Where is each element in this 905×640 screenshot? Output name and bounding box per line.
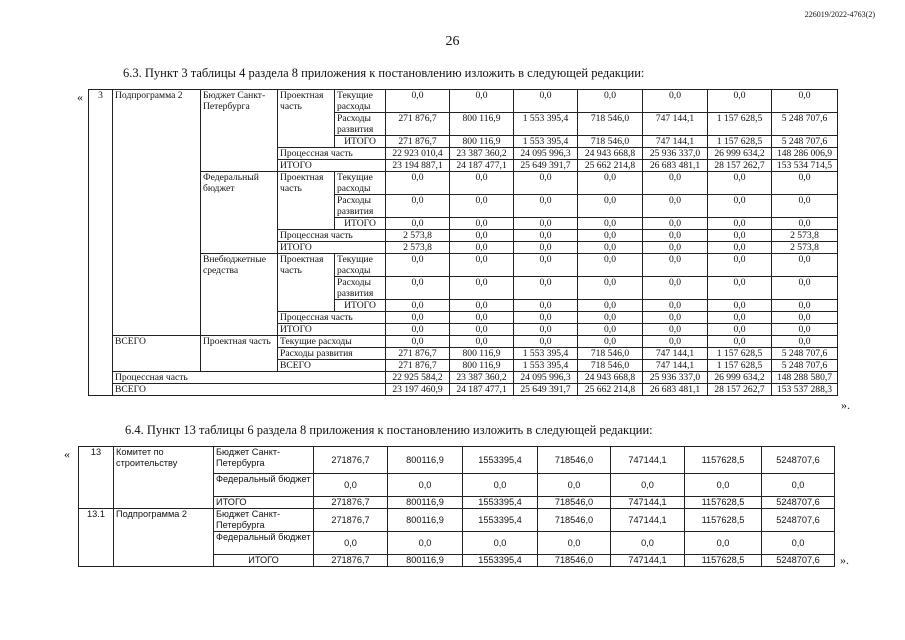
federal-budget-dev-value-cell: 0,0 bbox=[772, 195, 838, 218]
all-total-value-cell: 25 649 391,7 bbox=[514, 384, 578, 396]
spb-budget-total-value-cell: 24 187 477,1 bbox=[450, 160, 514, 172]
committee-spb-value-cell: 271876,7 bbox=[314, 447, 388, 474]
table-6-3 bbox=[88, 89, 838, 396]
spb-budget-current-value-cell: 0,0 bbox=[772, 90, 838, 113]
extrabudget-itogo-value-cell: 0,0 bbox=[514, 300, 578, 312]
spb-budget-dev-value-cell: 1 553 395,4 bbox=[514, 113, 578, 136]
all-current-value-cell: 0,0 bbox=[643, 336, 708, 348]
extrabudget-current-value-cell: 0,0 bbox=[514, 254, 578, 277]
committee-fed-value-cell: 0,0 bbox=[685, 474, 762, 497]
committee-spb-value-cell: 800116,9 bbox=[388, 447, 463, 474]
committee-itogo-value-cell: 1553395,4 bbox=[463, 497, 538, 509]
extrabudget-itogo-value-cell: 0,0 bbox=[772, 300, 838, 312]
spb-budget-itogo-value-cell: 718 546,0 bbox=[578, 136, 643, 148]
all-dev-value-cell: 271 876,7 bbox=[386, 348, 450, 360]
all-sum-value-cell: 1 157 628,5 bbox=[708, 360, 772, 372]
federal-budget-dev-value-cell: 0,0 bbox=[708, 195, 772, 218]
subprogram-spb-value-cell: 1157628,5 bbox=[685, 509, 762, 532]
federal-budget-total-value-cell: 0,0 bbox=[450, 242, 514, 254]
close-quote-1: ». bbox=[841, 398, 850, 412]
all-process-value-cell: 148 288 580,7 bbox=[772, 372, 838, 384]
extrabudget-total-value-cell: 0,0 bbox=[450, 324, 514, 336]
spb-budget-current-value-cell: 0,0 bbox=[386, 90, 450, 113]
project-part-label-cell: Проектная часть bbox=[278, 254, 335, 312]
all-process-value-cell: 22 925 584,2 bbox=[386, 372, 450, 384]
extrabudget-itogo-value-cell: 0,0 bbox=[450, 300, 514, 312]
grand-total-label-cell: ВСЕГО bbox=[113, 336, 201, 372]
process-part-label-cell: Процессная часть bbox=[113, 372, 386, 384]
total-label-cell: ВСЕГО bbox=[278, 360, 386, 372]
spb-budget-current-value-cell: 0,0 bbox=[450, 90, 514, 113]
spb-budget-total-value-cell: 23 194 887,1 bbox=[386, 160, 450, 172]
federal-budget-total-value-cell: 0,0 bbox=[708, 242, 772, 254]
federal-budget-current-value-cell: 0,0 bbox=[643, 172, 708, 195]
spb-budget-total-value-cell: 25 662 214,8 bbox=[578, 160, 643, 172]
itogo-label-cell: ИТОГО bbox=[335, 300, 386, 312]
committee-spb-value-cell: 1157628,5 bbox=[685, 447, 762, 474]
subprogram-spb-value-cell: 1553395,4 bbox=[463, 509, 538, 532]
subprogram-name-cell: Подпрограмма 2 bbox=[114, 509, 214, 567]
federal-budget-process-value-cell: 0,0 bbox=[514, 230, 578, 242]
spb-budget-process-value-cell: 24 095 996,3 bbox=[514, 148, 578, 160]
spb-budget-current-row bbox=[89, 90, 838, 113]
all-dev-value-cell: 5 248 707,6 bbox=[772, 348, 838, 360]
federal-budget-process-value-cell: 2 573,8 bbox=[386, 230, 450, 242]
federal-budget-current-value-cell: 0,0 bbox=[772, 172, 838, 195]
development-expenses-label-cell: Расходы развития bbox=[335, 277, 386, 300]
table-6-4 bbox=[78, 446, 835, 567]
open-quote-2: « bbox=[64, 447, 70, 461]
subprogram-itogo-value-cell: 1157628,5 bbox=[685, 555, 762, 567]
development-expenses-label-cell: Расходы развития bbox=[335, 113, 386, 136]
committee-spb-value-cell: 747144,1 bbox=[611, 447, 685, 474]
subprogram-itogo-value-cell: 271876,7 bbox=[314, 555, 388, 567]
extrabudget-current-value-cell: 0,0 bbox=[578, 254, 643, 277]
subprogram-fed-value-cell: 0,0 bbox=[314, 532, 388, 555]
program-name-cell: Подпрограмма 2 bbox=[113, 90, 201, 336]
all-total-value-cell: 153 537 288,3 bbox=[772, 384, 838, 396]
extrabudget-process-value-cell: 0,0 bbox=[450, 312, 514, 324]
process-part-label-cell: Процессная часть bbox=[278, 230, 386, 242]
extrabudget-itogo-value-cell: 0,0 bbox=[643, 300, 708, 312]
committee-spb-value-cell: 718546,0 bbox=[538, 447, 611, 474]
itogo-label-cell: ИТОГО bbox=[335, 218, 386, 230]
committee-fed-value-cell: 0,0 bbox=[611, 474, 685, 497]
all-process-value-cell: 23 387 360,2 bbox=[450, 372, 514, 384]
federal-budget-total-value-cell: 0,0 bbox=[578, 242, 643, 254]
spb-budget-process-value-cell: 25 936 337,0 bbox=[643, 148, 708, 160]
subprogram-spb-value-cell: 800116,9 bbox=[388, 509, 463, 532]
subprogram-fed-value-cell: 0,0 bbox=[388, 532, 463, 555]
spb-budget-process-value-cell: 24 943 668,8 bbox=[578, 148, 643, 160]
subprogram-fed-value-cell: 0,0 bbox=[685, 532, 762, 555]
subprogram-spb-value-cell: 718546,0 bbox=[538, 509, 611, 532]
federal-budget-current-row bbox=[89, 172, 838, 195]
federal-budget-dev-value-cell: 0,0 bbox=[643, 195, 708, 218]
extrabudget-itogo-value-cell: 0,0 bbox=[578, 300, 643, 312]
all-dev-value-cell: 800 116,9 bbox=[450, 348, 514, 360]
all-process-value-cell: 24 095 996,3 bbox=[514, 372, 578, 384]
all-process-value-cell: 25 936 337,0 bbox=[643, 372, 708, 384]
spb-budget-dev-value-cell: 1 157 628,5 bbox=[708, 113, 772, 136]
committee-itogo-value-cell: 800116,9 bbox=[388, 497, 463, 509]
extrabudget-process-value-cell: 0,0 bbox=[578, 312, 643, 324]
all-current-value-cell: 0,0 bbox=[772, 336, 838, 348]
spb-budget-dev-value-cell: 718 546,0 bbox=[578, 113, 643, 136]
subprogram-itogo-value-cell: 1553395,4 bbox=[463, 555, 538, 567]
extrabudget-total-value-cell: 0,0 bbox=[643, 324, 708, 336]
federal-budget-itogo-value-cell: 0,0 bbox=[772, 218, 838, 230]
all-process-row bbox=[89, 372, 838, 384]
federal-budget-process-value-cell: 0,0 bbox=[708, 230, 772, 242]
federal-budget-label-cell: Федеральный бюджет bbox=[214, 474, 314, 497]
spb-budget-itogo-value-cell: 271 876,7 bbox=[386, 136, 450, 148]
federal-budget-label-cell: Федеральный бюджет bbox=[214, 532, 314, 555]
federal-budget-process-value-cell: 0,0 bbox=[578, 230, 643, 242]
subprogram-fed-value-cell: 0,0 bbox=[538, 532, 611, 555]
all-total-value-cell: 26 683 481,1 bbox=[643, 384, 708, 396]
all-current-value-cell: 0,0 bbox=[386, 336, 450, 348]
extrabudget-total-value-cell: 0,0 bbox=[514, 324, 578, 336]
federal-budget-dev-value-cell: 0,0 bbox=[578, 195, 643, 218]
subprogram-spb-row bbox=[79, 509, 835, 532]
extrabudget-dev-value-cell: 0,0 bbox=[514, 277, 578, 300]
all-current-value-cell: 0,0 bbox=[514, 336, 578, 348]
spb-budget-process-value-cell: 23 387 360,2 bbox=[450, 148, 514, 160]
committee-fed-value-cell: 0,0 bbox=[538, 474, 611, 497]
extrabudget-total-value-cell: 0,0 bbox=[772, 324, 838, 336]
federal-budget-current-value-cell: 0,0 bbox=[514, 172, 578, 195]
row-number-cell: 13 bbox=[79, 447, 114, 509]
spb-budget-itogo-value-cell: 1 157 628,5 bbox=[708, 136, 772, 148]
all-dev-value-cell: 1 553 395,4 bbox=[514, 348, 578, 360]
federal-budget-total-value-cell: 0,0 bbox=[514, 242, 578, 254]
spb-budget-current-value-cell: 0,0 bbox=[578, 90, 643, 113]
spb-budget-process-value-cell: 26 999 634,2 bbox=[708, 148, 772, 160]
project-part-label-cell: Проектная часть bbox=[201, 336, 278, 372]
committee-name-cell: Комитет по строительству bbox=[114, 447, 214, 509]
subprogram-fed-value-cell: 0,0 bbox=[762, 532, 835, 555]
committee-itogo-value-cell: 1157628,5 bbox=[685, 497, 762, 509]
federal-budget-process-value-cell: 2 573,8 bbox=[772, 230, 838, 242]
open-quote-1: « bbox=[77, 90, 83, 104]
row-number-cell: 3 bbox=[89, 90, 113, 396]
itogo-label-cell: ИТОГО bbox=[278, 324, 386, 336]
federal-budget-process-value-cell: 0,0 bbox=[643, 230, 708, 242]
federal-budget-current-value-cell: 0,0 bbox=[578, 172, 643, 195]
all-sum-value-cell: 1 553 395,4 bbox=[514, 360, 578, 372]
spb-budget-itogo-value-cell: 5 248 707,6 bbox=[772, 136, 838, 148]
extrabudget-current-value-cell: 0,0 bbox=[386, 254, 450, 277]
all-sum-value-cell: 271 876,7 bbox=[386, 360, 450, 372]
federal-budget-dev-value-cell: 0,0 bbox=[386, 195, 450, 218]
row-number-cell: 13.1 bbox=[79, 509, 114, 567]
federal-budget-process-value-cell: 0,0 bbox=[450, 230, 514, 242]
spb-budget-itogo-value-cell: 747 144,1 bbox=[643, 136, 708, 148]
all-process-value-cell: 24 943 668,8 bbox=[578, 372, 643, 384]
project-part-label-cell: Проектная часть bbox=[278, 172, 335, 230]
federal-budget-current-value-cell: 0,0 bbox=[708, 172, 772, 195]
all-process-value-cell: 26 999 634,2 bbox=[708, 372, 772, 384]
spb-budget-label-cell: Бюджет Санкт-Петербурга bbox=[201, 90, 278, 172]
extrabudget-total-value-cell: 0,0 bbox=[578, 324, 643, 336]
development-expenses-label-cell: Расходы развития bbox=[335, 195, 386, 218]
spb-budget-total-value-cell: 28 157 262,7 bbox=[708, 160, 772, 172]
extrabudget-dev-value-cell: 0,0 bbox=[708, 277, 772, 300]
federal-budget-total-value-cell: 0,0 bbox=[643, 242, 708, 254]
extrabudget-dev-value-cell: 0,0 bbox=[450, 277, 514, 300]
extrabudget-total-value-cell: 0,0 bbox=[708, 324, 772, 336]
committee-fed-value-cell: 0,0 bbox=[314, 474, 388, 497]
grand-total-label-cell: ВСЕГО bbox=[113, 384, 386, 396]
extrabudget-current-row bbox=[89, 254, 838, 277]
federal-budget-itogo-value-cell: 0,0 bbox=[643, 218, 708, 230]
committee-itogo-value-cell: 747144,1 bbox=[611, 497, 685, 509]
extrabudget-dev-value-cell: 0,0 bbox=[772, 277, 838, 300]
all-current-value-cell: 0,0 bbox=[578, 336, 643, 348]
spb-budget-total-value-cell: 26 683 481,1 bbox=[643, 160, 708, 172]
itogo-label-cell: ИТОГО bbox=[214, 497, 314, 509]
spb-budget-process-value-cell: 148 286 006,9 bbox=[772, 148, 838, 160]
all-sum-value-cell: 747 144,1 bbox=[643, 360, 708, 372]
current-expenses-label-cell: Текущие расходы bbox=[335, 90, 386, 113]
extrabudget-current-value-cell: 0,0 bbox=[450, 254, 514, 277]
committee-spb-value-cell: 1553395,4 bbox=[463, 447, 538, 474]
extrabudget-current-value-cell: 0,0 bbox=[643, 254, 708, 277]
extrabudget-itogo-value-cell: 0,0 bbox=[386, 300, 450, 312]
extrabudget-label-cell: Внебюджетные средства bbox=[201, 254, 278, 336]
itogo-label-cell: ИТОГО bbox=[335, 136, 386, 148]
spb-budget-label-cell: Бюджет Санкт-Петербурга bbox=[214, 447, 314, 474]
spb-budget-current-value-cell: 0,0 bbox=[514, 90, 578, 113]
extrabudget-process-value-cell: 0,0 bbox=[708, 312, 772, 324]
federal-budget-dev-value-cell: 0,0 bbox=[450, 195, 514, 218]
page-number: 26 bbox=[445, 34, 460, 49]
all-sum-value-cell: 800 116,9 bbox=[450, 360, 514, 372]
process-part-label-cell: Процессная часть bbox=[278, 148, 386, 160]
spb-budget-dev-value-cell: 747 144,1 bbox=[643, 113, 708, 136]
committee-itogo-value-cell: 271876,7 bbox=[314, 497, 388, 509]
document-registration-number: 226019/2022-4763(2) bbox=[804, 10, 875, 19]
spb-budget-dev-value-cell: 271 876,7 bbox=[386, 113, 450, 136]
section-6-4-heading: 6.4. Пункт 13 таблицы 6 раздела 8 приложения к постановлению изложить в следующей редакции: bbox=[125, 423, 653, 437]
committee-fed-value-cell: 0,0 bbox=[463, 474, 538, 497]
committee-itogo-value-cell: 718546,0 bbox=[538, 497, 611, 509]
spb-budget-total-value-cell: 153 534 714,5 bbox=[772, 160, 838, 172]
subprogram-spb-value-cell: 5248707,6 bbox=[762, 509, 835, 532]
spb-budget-label-cell: Бюджет Санкт-Петербурга bbox=[214, 509, 314, 532]
all-current-value-cell: 0,0 bbox=[708, 336, 772, 348]
spb-budget-current-value-cell: 0,0 bbox=[643, 90, 708, 113]
all-total-value-cell: 25 662 214,8 bbox=[578, 384, 643, 396]
all-sum-value-cell: 718 546,0 bbox=[578, 360, 643, 372]
committee-fed-value-cell: 0,0 bbox=[762, 474, 835, 497]
close-quote-2: ». bbox=[840, 553, 849, 567]
committee-itogo-value-cell: 5248707,6 bbox=[762, 497, 835, 509]
spb-budget-total-value-cell: 25 649 391,7 bbox=[514, 160, 578, 172]
committee-fed-value-cell: 0,0 bbox=[388, 474, 463, 497]
federal-budget-itogo-value-cell: 0,0 bbox=[450, 218, 514, 230]
subprogram-itogo-value-cell: 800116,9 bbox=[388, 555, 463, 567]
extrabudget-itogo-value-cell: 0,0 bbox=[708, 300, 772, 312]
spb-budget-current-value-cell: 0,0 bbox=[708, 90, 772, 113]
federal-budget-itogo-value-cell: 0,0 bbox=[386, 218, 450, 230]
extrabudget-process-value-cell: 0,0 bbox=[386, 312, 450, 324]
spb-budget-process-value-cell: 22 923 010,4 bbox=[386, 148, 450, 160]
federal-budget-itogo-value-cell: 0,0 bbox=[578, 218, 643, 230]
spb-budget-dev-value-cell: 800 116,9 bbox=[450, 113, 514, 136]
spb-budget-itogo-value-cell: 1 553 395,4 bbox=[514, 136, 578, 148]
federal-budget-current-value-cell: 0,0 bbox=[386, 172, 450, 195]
all-total-value-cell: 28 157 262,7 bbox=[708, 384, 772, 396]
extrabudget-current-value-cell: 0,0 bbox=[708, 254, 772, 277]
extrabudget-total-value-cell: 0,0 bbox=[386, 324, 450, 336]
itogo-label-cell: ИТОГО bbox=[278, 242, 386, 254]
extrabudget-process-value-cell: 0,0 bbox=[643, 312, 708, 324]
section-6-3-heading: 6.3. Пункт 3 таблицы 4 раздела 8 приложения к постановлению изложить в следующей редакции: bbox=[123, 66, 645, 80]
subprogram-spb-value-cell: 747144,1 bbox=[611, 509, 685, 532]
federal-budget-current-value-cell: 0,0 bbox=[450, 172, 514, 195]
all-total-row bbox=[89, 384, 838, 396]
subprogram-fed-value-cell: 0,0 bbox=[611, 532, 685, 555]
federal-budget-dev-value-cell: 0,0 bbox=[514, 195, 578, 218]
all-dev-value-cell: 718 546,0 bbox=[578, 348, 643, 360]
itogo-label-cell: ИТОГО bbox=[214, 555, 314, 567]
development-expenses-label-cell: Расходы развития bbox=[278, 348, 386, 360]
subprogram-fed-value-cell: 0,0 bbox=[463, 532, 538, 555]
extrabudget-current-value-cell: 0,0 bbox=[772, 254, 838, 277]
all-total-value-cell: 23 197 460,9 bbox=[386, 384, 450, 396]
spb-budget-itogo-value-cell: 800 116,9 bbox=[450, 136, 514, 148]
federal-budget-itogo-value-cell: 0,0 bbox=[708, 218, 772, 230]
all-current-value-cell: 0,0 bbox=[450, 336, 514, 348]
extrabudget-dev-value-cell: 0,0 bbox=[386, 277, 450, 300]
current-expenses-label-cell: Текущие расходы bbox=[278, 336, 386, 348]
extrabudget-dev-value-cell: 0,0 bbox=[643, 277, 708, 300]
all-sum-value-cell: 5 248 707,6 bbox=[772, 360, 838, 372]
committee-spb-value-cell: 5248707,6 bbox=[762, 447, 835, 474]
subprogram-itogo-value-cell: 5248707,6 bbox=[762, 555, 835, 567]
federal-budget-itogo-value-cell: 0,0 bbox=[514, 218, 578, 230]
all-current-row bbox=[89, 336, 838, 348]
subprogram-itogo-value-cell: 747144,1 bbox=[611, 555, 685, 567]
federal-budget-total-value-cell: 2 573,8 bbox=[772, 242, 838, 254]
federal-budget-total-value-cell: 2 573,8 bbox=[386, 242, 450, 254]
current-expenses-label-cell: Текущие расходы bbox=[335, 172, 386, 195]
itogo-label-cell: ИТОГО bbox=[278, 160, 386, 172]
subprogram-itogo-value-cell: 718546,0 bbox=[538, 555, 611, 567]
subprogram-spb-value-cell: 271876,7 bbox=[314, 509, 388, 532]
extrabudget-dev-value-cell: 0,0 bbox=[578, 277, 643, 300]
project-part-label-cell: Проектная часть bbox=[278, 90, 335, 148]
current-expenses-label-cell: Текущие расходы bbox=[335, 254, 386, 277]
federal-budget-label-cell: Федеральный бюджет bbox=[201, 172, 278, 254]
all-dev-value-cell: 1 157 628,5 bbox=[708, 348, 772, 360]
spb-budget-dev-value-cell: 5 248 707,6 bbox=[772, 113, 838, 136]
process-part-label-cell: Процессная часть bbox=[278, 312, 386, 324]
all-dev-value-cell: 747 144,1 bbox=[643, 348, 708, 360]
extrabudget-process-value-cell: 0,0 bbox=[514, 312, 578, 324]
committee-spb-row bbox=[79, 447, 835, 474]
all-total-value-cell: 24 187 477,1 bbox=[450, 384, 514, 396]
extrabudget-process-value-cell: 0,0 bbox=[772, 312, 838, 324]
